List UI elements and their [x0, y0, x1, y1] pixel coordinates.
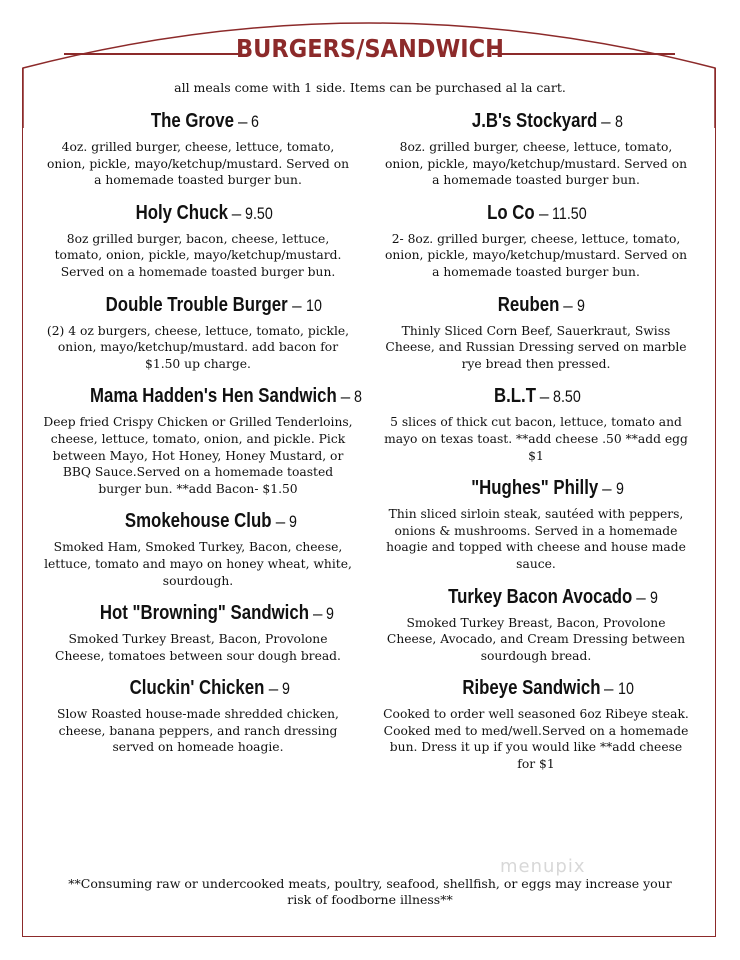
item-description: Thinly Sliced Corn Beef, Sauerkraut, Swiss Cheese, and Russian Dressing served on marble rye bread then pressed.: [385, 323, 687, 371]
item-name: Hot "Browning" Sandwich: [99, 602, 310, 625]
menu-item: Hot "Browning" Sandwich – 9 Smoked Turkey Breast, Bacon, Provolone Cheese, tomatoes between sour dough bread.: [43, 602, 353, 664]
item-description: Smoked Turkey Breast, Bacon, Provolone Cheese, tomatoes between sour dough bread.: [55, 632, 341, 663]
item-price: 9: [289, 512, 298, 532]
item-name: Reuben: [497, 293, 560, 316]
left-column: [43, 110, 363, 756]
item-price: 11.50: [552, 203, 588, 223]
page-title: BURGERS/SANDWICH: [235, 34, 505, 63]
item-description: 5 slices of thick cut bacon, lettuce, tomato and mayo on texas toast. **add cheese .50 **add egg $1: [384, 415, 688, 463]
item-description: 4oz. grilled burger, cheese, lettuce, tomato, onion, pickle, mayo/ketchup/mustard. Served on a homemade toasted burger bun.: [46, 140, 350, 188]
item-price: 9: [615, 479, 624, 499]
menu-item: Reuben – 9 Thinly Sliced Corn Beef, Sauerkraut, Swiss Cheese, and Russian Dressing served on marble rye bread then pressed.: [381, 294, 691, 373]
right-column: [381, 110, 691, 773]
item-name: Holy Chuck: [135, 201, 228, 224]
item-description: Deep fried Crispy Chicken or Grilled Tenderloins, cheese, lettuce, tomato, onion, and pickle. Pick between Mayo, Hot Honey, Honey Mustard, or BBQ Sauce.Served on a homemade toasted burger bun. **add Bacon- $1.50: [43, 415, 353, 496]
item-description: Thin sliced sirloin steak, sautéed with peppers, onions & mushrooms. Served in a homemade hoagie and topped with cheese and house made sauce.: [386, 507, 686, 571]
menu-item: Ribeye Sandwich – 10 Cooked to order well seasoned 6oz Ribeye steak. Cooked med to med/well.Served on a homemade bun. Dress it up if you would like **add cheese for $1: [381, 677, 691, 772]
item-price: 8: [614, 112, 623, 131]
item-name: "Hughes" Philly: [471, 477, 599, 500]
watermark: menupix: [500, 856, 586, 877]
item-price: 9: [576, 295, 585, 315]
page-subtitle: all meals come with 1 side. Items can be purchased al la cart.: [174, 80, 566, 95]
item-name: Double Trouble Burger: [106, 293, 289, 316]
item-price: 9: [649, 587, 658, 607]
menu-item: Smokehouse Club – 9 Smoked Ham, Smoked Turkey, Bacon, cheese, lettuce, tomato and mayo on honey wheat, white, sourdough.: [44, 510, 352, 588]
menu-item: "Hughes" Philly – 9 Thin sliced sirloin steak, sautéed with peppers, onions & mushrooms. Served in a homemade hoagie and topped with cheese and house made sauce.: [381, 477, 691, 572]
menu-item: The Grove – 6 4oz. grilled burger, cheese, lettuce, tomato, onion, pickle, mayo/ketchup/mustard. Served on a homemade toasted burger bun.: [43, 110, 353, 189]
item-description: 2- 8oz. grilled burger, cheese, lettuce, tomato, onion, pickle, mayo/ketchup/mustard. Served on a homemade toasted burger bun.: [384, 231, 688, 279]
item-name: J.B's Stockyard: [471, 110, 598, 132]
item-description: Smoked Ham, Smoked Turkey, Bacon, cheese, lettuce, tomato and mayo on honey wheat, white, sourdough.: [44, 540, 352, 588]
item-description: Slow Roasted house-made shredded chicken, cheese, banana peppers, and ranch dressing served on homeade hoagie.: [57, 707, 339, 755]
item-price: 10: [617, 679, 634, 699]
menu-item: Holy Chuck – 9.50 8oz grilled burger, bacon, cheese, lettuce, tomato, onion, pickle, mayo/ketchup/mustard. Served on a homemade toasted burger bun.: [43, 202, 353, 281]
item-name: Smokehouse Club: [125, 510, 272, 533]
menu-item: J.B's Stockyard – 8 8oz. grilled burger, cheese, lettuce, tomato, onion, pickle, mayo/ketchup/mustard. Served on a homemade toasted burger bun.: [381, 110, 691, 189]
menu-item: Mama Hadden's Hen Sandwich – 8 Deep fried Crispy Chicken or Grilled Tenderloins, cheese, lettuce, tomato, onion, and pickle. Pick between Mayo, Hot Honey, Honey Mustard, or BBQ Sauce.Served on a homemade toasted burger bun. **add Bacon- $1.50: [43, 385, 363, 496]
item-price: 9: [326, 604, 335, 624]
item-name: Mama Hadden's Hen Sandwich: [89, 385, 337, 408]
menu-item: Double Trouble Burger – 10 (2) 4 oz burgers, cheese, lettuce, tomato, pickle, onion, mayo/ketchup/mustard. add bacon for $1.50 up charge.: [43, 294, 353, 373]
item-price: 9.50: [245, 203, 274, 223]
item-name: Ribeye Sandwich: [461, 677, 601, 700]
allergy-disclaimer: **Consuming raw or undercooked meats, poultry, seafood, shellfish, or eggs may increase your risk of foodborne illness**: [68, 876, 672, 907]
menu-item: Turkey Bacon Avocado – 9 Smoked Turkey Breast, Bacon, Provolone Cheese, Avocado, and Cream Dressing between sourdough bread.: [381, 586, 691, 665]
item-price: 10: [305, 295, 322, 315]
item-description: 8oz. grilled burger, cheese, lettuce, tomato, onion, pickle, mayo/ketchup/mustard. Served on a homemade toasted burger bun.: [384, 140, 688, 188]
item-description: Cooked to order well seasoned 6oz Ribeye steak. Cooked med to med/well.Served on a homemade bun. Dress it up if you would like **add cheese for $1: [383, 707, 689, 772]
item-name: Cluckin' Chicken: [130, 677, 265, 700]
menu-item: B.L.T – 8.50 5 slices of thick cut bacon, lettuce, tomato and mayo on texas toast. **add cheese .50 **add egg $1: [381, 385, 691, 464]
item-name: The Grove: [150, 110, 234, 132]
menu-item: Cluckin' Chicken – 9 Slow Roasted house-made shredded chicken, cheese, banana peppers, and ranch dressing served on homeade hoagie.: [43, 677, 353, 756]
item-price: 8: [354, 387, 363, 407]
item-price: 6: [251, 112, 260, 131]
item-description: (2) 4 oz burgers, cheese, lettuce, tomato, pickle, onion, mayo/ketchup/mustard. add bacon for $1.50 up charge.: [46, 323, 350, 371]
menu-item: Lo Co – 11.50 2- 8oz. grilled burger, cheese, lettuce, tomato, onion, pickle, mayo/ketchup/mustard. Served on a homemade toasted burger bun.: [381, 202, 691, 281]
item-description: Smoked Turkey Breast, Bacon, Provolone Cheese, Avocado, and Cream Dressing between sourdough bread.: [386, 615, 686, 663]
item-price: 9: [282, 679, 291, 699]
item-description: 8oz grilled burger, bacon, cheese, lettuce, tomato, onion, pickle, mayo/ketchup/mustard. Served on a homemade toasted burger bun.: [54, 231, 342, 279]
item-name: B.L.T: [493, 385, 536, 408]
item-name: Lo Co: [487, 201, 535, 224]
item-price: 8.50: [553, 387, 581, 407]
item-name: Turkey Bacon Avocado: [447, 585, 633, 608]
